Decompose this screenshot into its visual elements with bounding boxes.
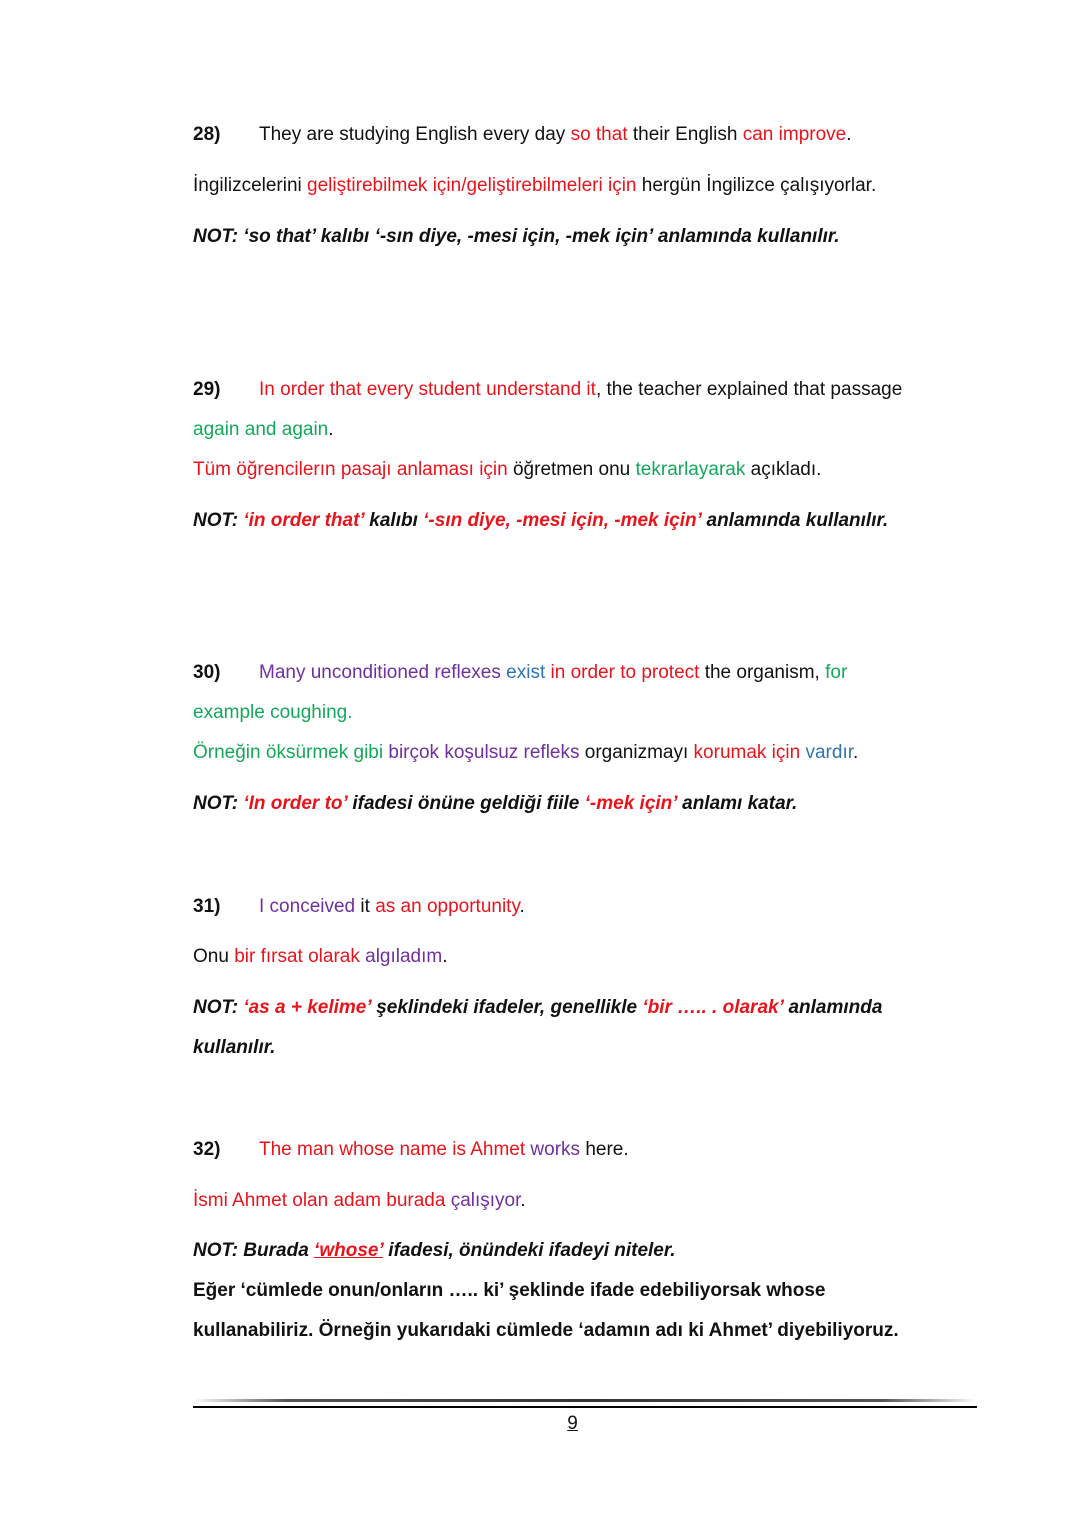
text-run: NOT: <box>193 793 244 814</box>
runs <box>193 1190 526 1211</box>
text-run: works <box>525 1139 581 1160</box>
text-run: . <box>846 124 852 145</box>
text-run: In order that every student understand it <box>259 379 596 400</box>
page-number: 9 <box>567 1413 578 1434</box>
text-run: again and again <box>193 419 329 440</box>
text-run: Many unconditioned reflexes <box>259 662 501 683</box>
item-number: 29) <box>193 379 221 400</box>
item-30-turkish <box>193 741 858 765</box>
runs <box>193 742 858 763</box>
item-31-turkish <box>193 945 448 969</box>
text-run: vardır <box>800 742 854 763</box>
item-29-english <box>193 378 902 402</box>
runs <box>193 1240 676 1261</box>
text-run: kalıbı <box>364 510 424 531</box>
text-run: anlamında <box>783 997 883 1018</box>
item-number: 28) <box>193 124 221 145</box>
runs <box>259 1139 629 1160</box>
text-run: açıkladı. <box>745 459 822 480</box>
item-30-english-cont <box>193 701 353 725</box>
text-run: anlamı katar. <box>676 793 798 814</box>
runs <box>193 946 448 967</box>
text-run: I conceived <box>259 896 356 917</box>
text-run: example coughing. <box>193 702 353 723</box>
text-run: ifadesi önüne geldiği fiile <box>347 793 585 814</box>
text-run: the organism, <box>699 662 826 683</box>
item-number: 31) <box>193 896 221 917</box>
text-run: tekrarlayarak <box>635 459 746 480</box>
text-run: Tüm öğrencilerın pasajı anlaması için <box>193 459 508 480</box>
text-run: ‘In order to’ <box>243 793 348 814</box>
text-run: as an opportunity <box>375 896 520 917</box>
item-28-note <box>193 225 840 249</box>
text-run: . <box>519 896 525 917</box>
text-run: it <box>355 896 376 917</box>
item-29-english-cont <box>193 418 334 442</box>
item-32-turkish <box>193 1189 526 1213</box>
text-run: algıladım <box>359 946 443 967</box>
text-run: ‘whose’ <box>314 1240 384 1261</box>
runs <box>193 510 888 531</box>
text-run: organizmayı <box>579 742 694 763</box>
item-28-english <box>193 123 852 147</box>
text-run: , the teacher explained that passage <box>595 379 903 400</box>
text-run: so that <box>570 124 628 145</box>
text-run: İsmi Ahmet olan adam burada <box>193 1190 446 1211</box>
text-run: İngilizcelerini <box>193 175 308 196</box>
item-29-turkish <box>193 458 821 482</box>
runs <box>259 662 847 683</box>
text-run: kullanılır. <box>193 1037 276 1058</box>
item-31-note <box>193 996 882 1020</box>
runs <box>193 997 882 1018</box>
text-run: anlamında kullanılır. <box>701 510 889 531</box>
runs <box>259 379 902 400</box>
runs <box>193 1037 275 1058</box>
footer-rule <box>193 1406 977 1408</box>
runs <box>193 702 353 723</box>
runs <box>259 124 852 145</box>
text-run: for <box>825 662 848 683</box>
runs <box>193 459 821 480</box>
text-run: here. <box>580 1139 629 1160</box>
runs <box>193 793 797 814</box>
text-run: can improve <box>742 124 847 145</box>
item-32-english <box>193 1138 629 1162</box>
item-number: 32) <box>193 1139 221 1160</box>
text-run: NOT: Burada <box>193 1240 315 1261</box>
text-run: . <box>520 1190 526 1211</box>
text-run: ‘in order that’ <box>243 510 365 531</box>
text-run: in order to protect <box>545 662 700 683</box>
text-run: bir fırsat olarak <box>234 946 360 967</box>
runs <box>193 175 876 196</box>
text-run: şeklindeki ifadeler, genellikle <box>370 997 643 1018</box>
text-run: ‘as a + kelime’ <box>243 997 371 1018</box>
text-run: . <box>853 742 859 763</box>
text-run: çalışıyor <box>445 1190 521 1211</box>
item-31-note-cont <box>193 1036 275 1060</box>
runs <box>193 419 334 440</box>
item-30-english <box>193 661 847 685</box>
text-run: NOT: <box>193 997 244 1018</box>
text-run: geliştirebilmek için/geliştirebilmeleri için <box>307 175 637 196</box>
text-run: NOT: <box>193 510 244 531</box>
text-run: They are studying English every day <box>259 124 571 145</box>
text-run: ‘-sın diye, -mesi için, -mek için’ <box>423 510 702 531</box>
footer-rule-shadow <box>193 1399 977 1402</box>
item-29-note <box>193 509 888 533</box>
item-32-note <box>193 1239 676 1263</box>
text-run: ‘-mek için’ <box>584 793 677 814</box>
text-run: korumak için <box>693 742 801 763</box>
text-run: ‘bir ….. . olarak’ <box>642 997 784 1018</box>
runs <box>259 896 525 917</box>
text-run: Örneğin öksürmek gibi <box>193 742 384 763</box>
runs <box>193 226 840 247</box>
text-run: NOT: ‘so that’ kalıbı ‘-sın diye, -mesi için, -mek için’ anlamında kullanılır. <box>193 226 840 247</box>
text-run: The man whose name is Ahmet <box>259 1139 526 1160</box>
item-32-explanation-1: Eğer ‘cümlede onun/onların ….. ki’ şeklinde ifade edebiliyorsak whose <box>193 1280 826 1301</box>
text-run: Onu <box>193 946 235 967</box>
item-28-turkish <box>193 174 876 198</box>
text-run: birçok koşulsuz refleks <box>383 742 580 763</box>
text-run: . <box>442 946 448 967</box>
item-31-english <box>193 895 525 919</box>
text-run: hergün İngilizce çalışıyorlar. <box>636 175 877 196</box>
text-run: their English <box>627 124 743 145</box>
item-number: 30) <box>193 662 221 683</box>
text-run: öğretmen onu <box>507 459 636 480</box>
item-30-note <box>193 792 797 816</box>
text-run: ifadesi, önündeki ifadeyi niteler. <box>383 1240 676 1261</box>
item-32-explanation-2: kullanabiliriz. Örneğin yukarıdaki cümlede ‘adamın adı ki Ahmet’ diyebiliyoruz. <box>193 1320 899 1341</box>
text-run: exist <box>500 662 546 683</box>
text-run: . <box>328 419 334 440</box>
